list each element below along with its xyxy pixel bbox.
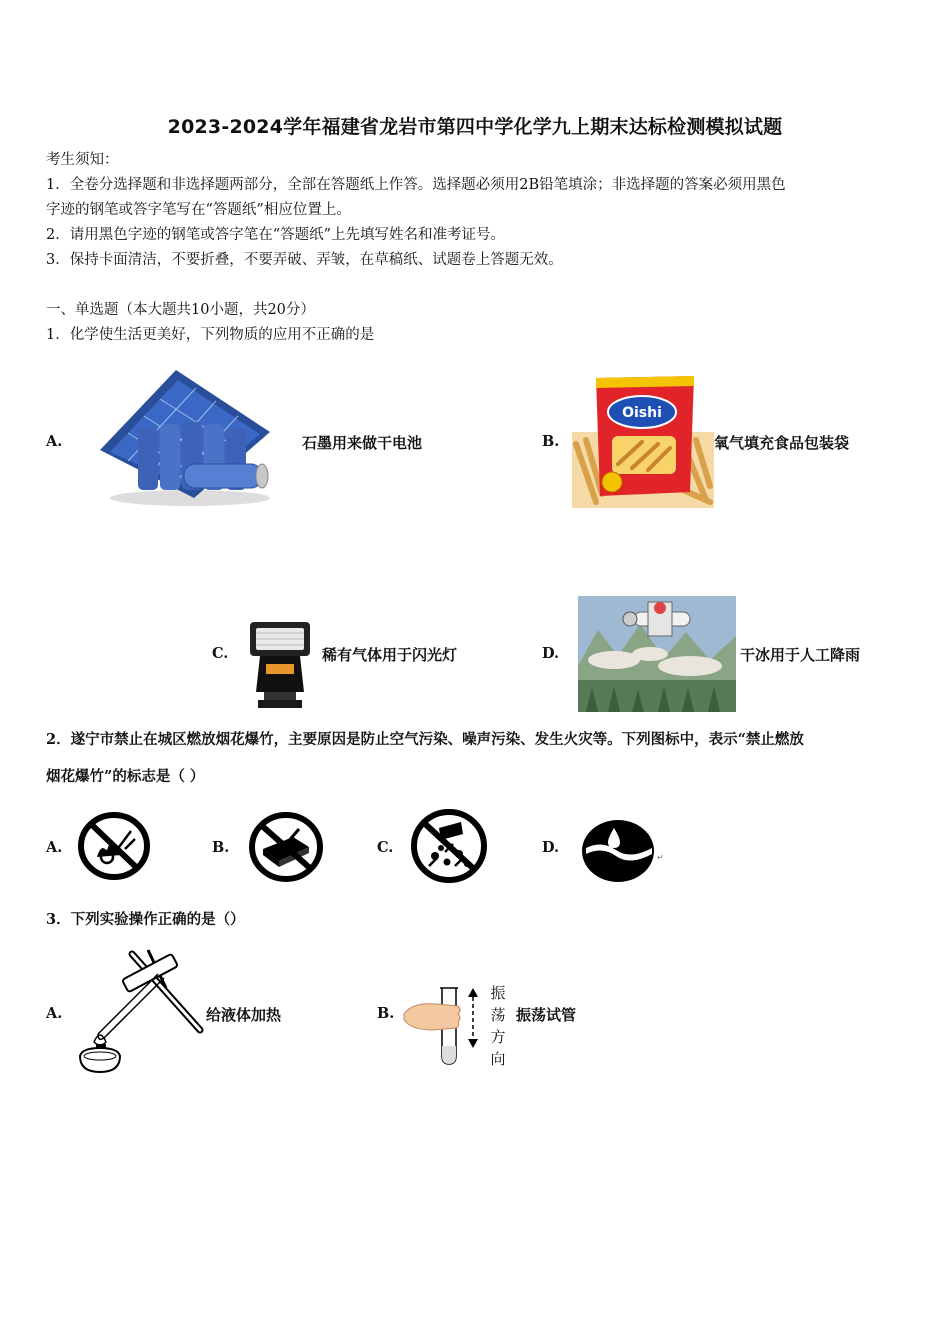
question-2-stem-line-1: 2．遂宁市禁止在城区燃放烟花爆竹，主要原因是防止空气污染、噪声污染、发生火灾等。下列图标中，表示“禁止燃放 [46, 731, 804, 748]
no-explosives-sign-icon [409, 808, 489, 884]
section-heading: 一、单选题（本大题共10小题，共20分） [46, 302, 315, 318]
water-saving-sign-icon [580, 818, 664, 884]
no-fireworks-sign-icon [77, 811, 151, 881]
notice-heading: 考生须知： [46, 152, 119, 168]
notice-item-1-line-2: 字迹的钢笔或答字笔写在“答题纸”相应位置上。 [46, 202, 351, 218]
q3-option-a-label: A. [46, 1005, 63, 1022]
no-smoking-materials-sign-icon [247, 811, 325, 883]
question-3-stem: 3．下列实验操作正确的是（） [46, 911, 245, 928]
notice-item-2: 2．请用黑色字迹的钢笔或答字笔在“答题纸”上先填写姓名和准考证号。 [46, 227, 506, 243]
q2-option-c-label: C. [377, 839, 394, 856]
shake-direction-char-1: 振 [490, 984, 506, 1002]
q1-option-b-text: 氧气填充食品包装袋 [714, 434, 850, 452]
q2-option-b-label: B. [212, 839, 230, 856]
q2-option-a-label: A. [46, 839, 63, 856]
question-2-stem-line-2: 烟花爆竹”的标志是（ ） [46, 768, 205, 785]
snack-bag-image [572, 374, 714, 508]
svg-text:↵: ↵ [657, 853, 664, 862]
snack-bag-brand: Oishi [622, 405, 662, 421]
q1-option-a-label: A. [46, 433, 63, 450]
page-title: 2023-2024学年福建省龙岩市第四中学化学九上期末达标检测模拟试题 [167, 116, 783, 138]
q3-option-b-text: 振荡试管 [516, 1006, 577, 1024]
shake-direction-char-3: 方 [490, 1028, 506, 1046]
q3-option-b-label: B. [377, 1005, 395, 1022]
notice-item-3: 3．保持卡面清洁，不要折叠，不要弄破、弄皱，在草稿纸、试题卷上答题无效。 [46, 252, 563, 268]
q1-option-c-text: 稀有气体用于闪光灯 [322, 646, 458, 664]
shake-direction-arrow-icon [466, 988, 480, 1048]
q1-option-d-text: 干冰用于人工降雨 [740, 646, 861, 664]
question-1-stem: 1．化学使生活更美好，下列物质的应用不正确的是 [46, 327, 375, 343]
q3-option-a-text: 给液体加热 [206, 1006, 282, 1024]
q2-option-d-label: D. [542, 839, 560, 856]
notice-item-1-line-1: 1．全卷分选择题和非选择题两部分，全部在答题纸上作答。选择题必须用2B铅笔填涂；非选择题的答案必须用黑色 [46, 177, 786, 193]
q1-option-c-label: C. [212, 645, 229, 662]
shake-direction-char-4: 向 [490, 1050, 506, 1068]
q1-option-b-label: B. [542, 433, 560, 450]
shaking-test-tube-image [402, 984, 472, 1068]
heating-liquid-apparatus-image [72, 944, 204, 1076]
camera-flash-image [244, 620, 316, 712]
q1-option-a-text: 石墨用来做干电池 [302, 434, 423, 452]
solar-house-image [98, 366, 274, 508]
shake-direction-label [488, 982, 508, 1070]
q1-option-d-label: D. [542, 645, 560, 662]
cloud-seeding-image [578, 596, 736, 712]
shake-direction-char-2: 荡 [490, 1006, 506, 1024]
